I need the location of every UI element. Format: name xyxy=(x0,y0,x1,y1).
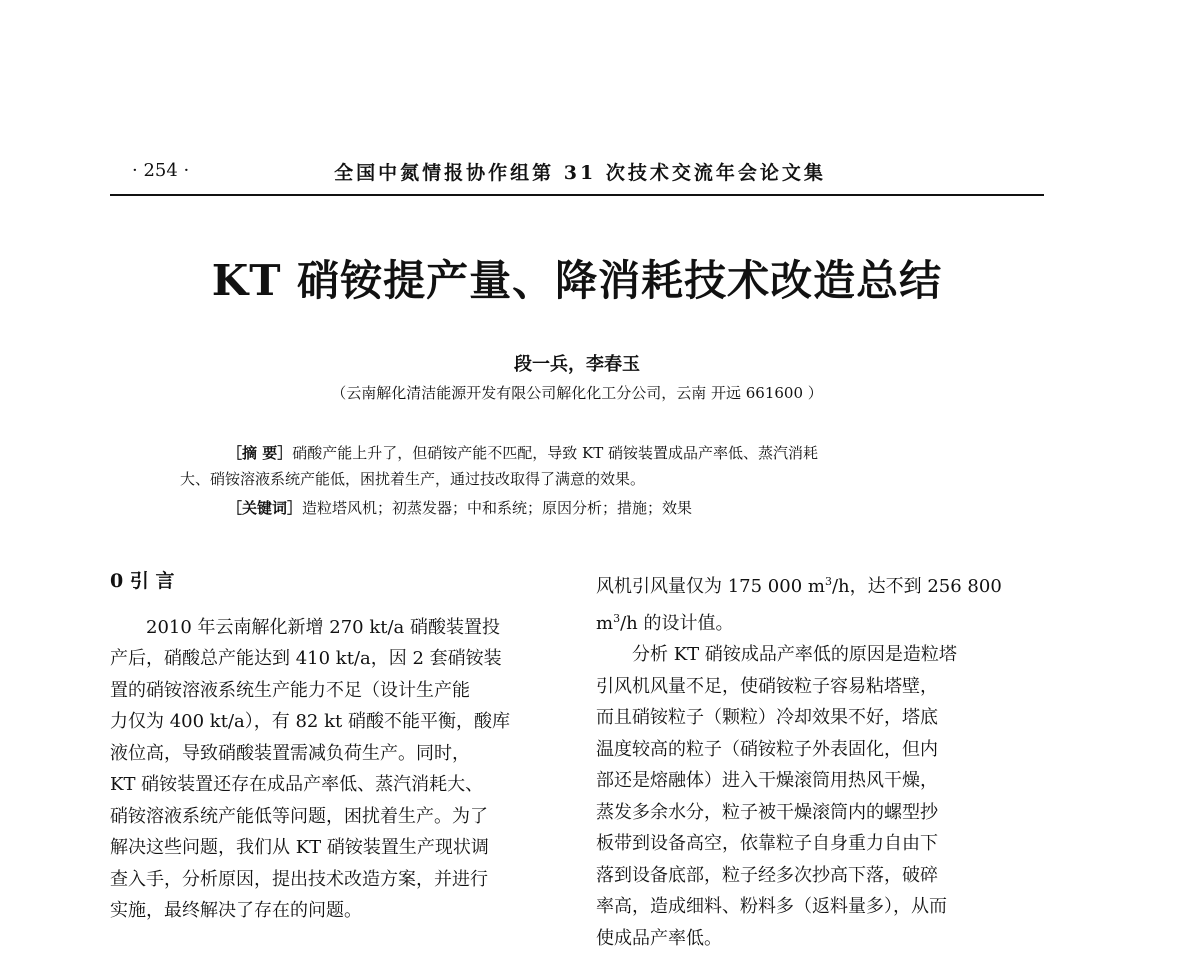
article-title: KT 硝铵提产量、降消耗技术改造总结 xyxy=(110,248,1044,308)
text-line: 板带到设备高空，依靠粒子自身重力自由下 xyxy=(596,828,1046,860)
text-line xyxy=(596,566,1046,603)
text-line: 解决这些问题，我们从 KT 硝铵装置生产现状调 xyxy=(110,832,560,864)
text-line: 率高，造成细料、粉料多（返料量多），从而 xyxy=(596,891,1046,923)
keywords-tag: ［关键词］ xyxy=(227,499,302,517)
text-line: KT 硝铵装置还存在成品产率低、蒸汽消耗大、 xyxy=(110,769,560,801)
text-fragment: /h 的设计值。 xyxy=(620,613,733,634)
superscript: 3 xyxy=(825,575,832,588)
text-line: 引风机风量不足，使硝铵粒子容易粘塔壁， xyxy=(596,671,1046,703)
text-line: 查入手，分析原因，提出技术改造方案，并进行 xyxy=(110,864,560,896)
abstract-block xyxy=(110,440,1044,521)
text-line: 落到设备底部，粒子经多次抄高下落，破碎 xyxy=(596,860,1046,892)
text-line: 实施，最终解决了存在的问题。 xyxy=(110,895,560,927)
header-rule xyxy=(110,194,1044,196)
section-heading: 0 引 言 xyxy=(110,566,560,598)
text-fragment: 风机引风量仅为 175 000 m xyxy=(596,576,825,597)
text-line: 力仅为 400 kt/a），有 82 kt 硝酸不能平衡，酸库 xyxy=(110,706,560,738)
right-column xyxy=(596,566,1046,954)
text-line: 温度较高的粒子（硝铵粒子外表固化，但内 xyxy=(596,734,1046,766)
abstract-line-2: 大、硝铵溶液系统产能低，困扰着生产，通过技改取得了满意的效果。 xyxy=(110,466,1044,492)
text-line: 硝铵溶液系统产能低等问题，困扰着生产。为了 xyxy=(110,801,560,833)
page-number: · 254 · xyxy=(132,160,189,181)
intro-paragraph xyxy=(110,612,560,927)
text-line: 而且硝铵粒子（颗粒）冷却效果不好，塔底 xyxy=(596,702,1046,734)
abstract-tag: ［摘 要］ xyxy=(227,444,292,462)
text-fragment: m xyxy=(596,613,613,634)
text-line: 分析 KT 硝铵成品产率低的原因是造粒塔 xyxy=(596,639,1046,671)
text-line: 液位高，导致硝酸装置需减负荷生产。同时， xyxy=(110,738,560,770)
keywords-line xyxy=(110,495,1044,521)
text-line: 2010 年云南解化新增 270 kt/a 硝酸装置投 xyxy=(110,612,560,644)
text-line: 使成品产率低。 xyxy=(596,923,1046,954)
text-line xyxy=(596,603,1046,640)
superscript: 3 xyxy=(613,612,620,625)
text-fragment: /h，达不到 256 800 xyxy=(832,576,1002,597)
text-line: 产后，硝酸总产能达到 410 kt/a，因 2 套硝铵装 xyxy=(110,643,560,675)
authors: 段一兵，李春玉 xyxy=(110,350,1044,376)
abstract-text-1: 硝酸产能上升了，但硝铵产能不匹配，导致 KT 硝铵装置成品产率低、蒸汽消耗 xyxy=(292,444,818,462)
text-line: 置的硝铵溶液系统生产能力不足（设计生产能 xyxy=(110,675,560,707)
text-line: 蒸发多余水分，粒子被干燥滚筒内的螺型抄 xyxy=(596,797,1046,829)
abstract-line-1 xyxy=(110,440,1044,466)
text-line: 部还是熔融体）进入干燥滚筒用热风干燥， xyxy=(596,765,1046,797)
affiliation: （云南解化清洁能源开发有限公司解化化工分公司，云南 开远 661600 ） xyxy=(110,382,1044,403)
left-column xyxy=(110,566,560,927)
running-title: 全国中氮情报协作组第 31 次技术交流年会论文集 xyxy=(300,158,860,185)
analysis-paragraph xyxy=(596,566,1046,954)
keywords-text: 造粒塔风机；初蒸发器；中和系统；原因分析；措施；效果 xyxy=(302,499,692,517)
